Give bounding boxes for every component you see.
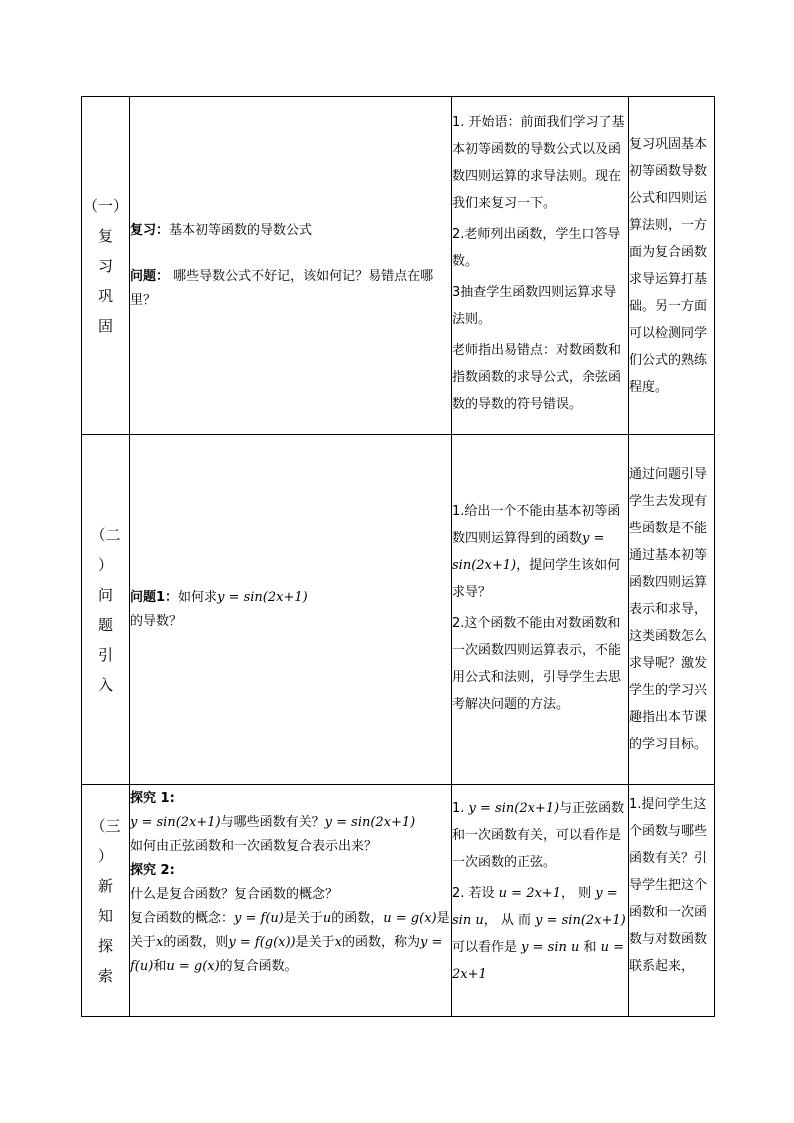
formula: y = sin(2x+1) xyxy=(130,815,221,830)
formula: y = sin(2x+1) xyxy=(324,815,416,830)
activity-cell-review: 1. 开始语：前面我们学习了基本初等函数的导数公式以及函数四则运算的求导法则。现在我们来复习一下。 2.老师列出函数，学生口答导数。 3抽查学生函数四则运算求导法则。 老师指出易错点：对数函数和指数函数的求导公式，余弦函数的导数的符号错误。 xyxy=(452,97,629,435)
intent-cell-intro: 通过问题引导学生去发现有些函数是不能通过基本初等函数四则运算表示和求导，这类函数怎么求导呢？激发学生的学习兴趣指出本节课的学习目标。 xyxy=(629,435,715,785)
formula: y = sin(2x+1) xyxy=(452,530,605,573)
section-title-explore: （三 ） 新 知 探 索 xyxy=(82,785,130,1017)
definition: 复合函数的概念：y = f(u)是关于u的函数，u = g(x)是关于x的函数，则y = f(g(x))是关于x的函数，称为y = f(u)和u = g(x)的复合函数。 xyxy=(130,911,450,974)
activity-cell-intro: 1.给出一个不能由基本初等函数四则运算得到的函数y = sin(2x+1)，提问学生该如何求导？ 2.这个函数不能由对数函数和一次函数四则运算表示，不能用公式和法则，引导学生去思考解决问题的方法。 xyxy=(452,435,629,785)
intent-cell-review: 复习巩固基本初等函数导数公式和四则运算法则，一方面为复合函数求导运算打基础。另一方面可以检测同学们公式的熟练程度。 xyxy=(629,97,715,435)
content-cell-explore: 探究 1: y = sin(2x+1)与哪些函数有关？y = sin(2x+1) 如何由正弦函数和一次函数复合表示出来？ 探究 2: 什么是复合函数？复合函数的概念？ 复合函数的概念：y = f(u)是关于u的函数，u = g(x)是关于x的函数，则y = f(g(x))是关于x的函数，称为y = f(u)和u = g(x)的复合函数。 xyxy=(130,785,452,1017)
section-title-review: （一） 复 习 巩 固 xyxy=(82,97,130,435)
intent-cell-explore: 1.提问学生这个函数与哪些函数有关？引导学生把这个函数和一次函数与对数函数联系起来， xyxy=(629,785,715,1017)
lesson-plan-table xyxy=(81,96,715,1017)
section-title-intro: （二 ） 问 题 引 入 xyxy=(82,435,130,785)
table-row xyxy=(82,97,715,435)
table-row xyxy=(82,785,715,1017)
content-cell-review: 复习：基本初等函数的导数公式 问题： 哪些导数公式不好记，该如何记？易错点在哪里？ xyxy=(130,97,452,435)
activity-cell-explore: 1. y = sin(2x+1)与正弦函数和一次函数有关，可以看作是一次函数的正弦。 2. 若设 u = 2x+1， 则 y = sin u， 从 而 y = sin(2x+1)可以看作是 y = sin u 和 u = 2x+1 xyxy=(452,785,629,1017)
formula: y = sin(2x+1) xyxy=(217,589,308,605)
table-row xyxy=(82,435,715,785)
content-cell-intro: 问题1：如何求y = sin(2x+1) 的导数？ xyxy=(130,435,452,785)
